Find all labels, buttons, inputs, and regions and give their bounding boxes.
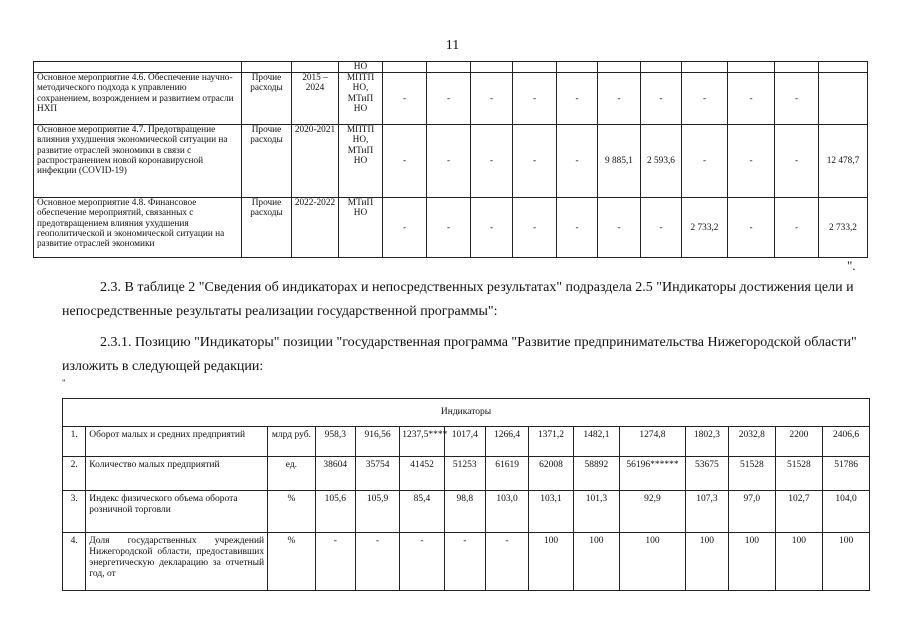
value-cell: 2406,6 xyxy=(823,427,870,457)
value-cell: - xyxy=(641,198,682,258)
period: 2022-2022 xyxy=(292,198,339,258)
value-cell: 2032,8 xyxy=(729,427,776,457)
table-row xyxy=(34,73,868,125)
period: 2015 – 2024 xyxy=(292,73,339,125)
value-cell: 56196****** xyxy=(620,457,686,491)
executor-cell: НО xyxy=(339,62,383,73)
value-cell: 1371,2 xyxy=(529,427,573,457)
value-cell: 62008 xyxy=(529,457,573,491)
value-cell: - xyxy=(557,125,598,198)
expense-type: Прочие расходы xyxy=(242,125,292,198)
value-cell: 12 478,7 xyxy=(819,125,868,198)
value-cell: 85,4 xyxy=(400,491,444,533)
value-cell: 1237,5**** xyxy=(400,427,444,457)
value-cell: - xyxy=(682,73,728,125)
value-cell: 101,3 xyxy=(573,491,620,533)
value-cell: 2 733,2 xyxy=(819,198,868,258)
page-number: 11 xyxy=(445,38,460,53)
table-row xyxy=(63,427,870,457)
unit: % xyxy=(268,491,316,533)
indicators-header: Индикаторы xyxy=(63,399,870,427)
value-cell: 105,6 xyxy=(315,491,355,533)
value-cell: - xyxy=(728,73,775,125)
value-cell: - xyxy=(383,198,427,258)
value-cell: - xyxy=(315,533,355,591)
value-cell: 100 xyxy=(685,533,728,591)
value-cell: - xyxy=(598,198,641,258)
row-number: 4. xyxy=(63,533,86,591)
value-cell: 41452 xyxy=(400,457,444,491)
value-cell: 92,9 xyxy=(620,491,686,533)
indicator-name: Индекс физического объема оборота розничной торговли xyxy=(86,491,268,533)
value-cell: - xyxy=(641,73,682,125)
value-cell: 1017,4 xyxy=(444,427,485,457)
value-cell: 53675 xyxy=(685,457,728,491)
value-cell: 100 xyxy=(823,533,870,591)
table-row xyxy=(63,457,870,491)
value-cell: 1802,3 xyxy=(685,427,728,457)
value-cell: 9 885,1 xyxy=(598,125,641,198)
value-cell: 61619 xyxy=(485,457,528,491)
table-row xyxy=(63,491,870,533)
value-cell: 958,3 xyxy=(315,427,355,457)
measure-description: Основное мероприятие 4.6. Обеспечение научно-методического подхода к управлению сохранением, возрождением и развитием отрасли НХП xyxy=(34,73,242,125)
value-cell: - xyxy=(728,125,775,198)
value-cell: 103,1 xyxy=(529,491,573,533)
measure-description: Основное мероприятие 4.8. Финансовое обеспечение мероприятий, связанных с предотвращением влияния ухудшения геополитической и экономической ситуации на развитие отраслей экономики xyxy=(34,198,242,258)
value-cell: - xyxy=(513,125,557,198)
value-cell: - xyxy=(383,73,427,125)
value-cell: 104,0 xyxy=(823,491,870,533)
value-cell: 35754 xyxy=(355,457,399,491)
value-cell xyxy=(819,73,868,125)
value-cell: 1274,8 xyxy=(620,427,686,457)
expenses-table xyxy=(33,61,868,258)
row-number: 3. xyxy=(63,491,86,533)
value-cell: - xyxy=(513,198,557,258)
value-cell: - xyxy=(427,73,471,125)
value-cell: 51253 xyxy=(444,457,485,491)
value-cell: 103,0 xyxy=(485,491,528,533)
paragraph-2-3: 2.3. В таблице 2 "Сведения об индикаторах и непосредственных результатах" подраздела 2.5 "Индикаторы достижения цели и непосредственные результаты реализации государственной программы": xyxy=(62,280,854,319)
value-cell: 97,0 xyxy=(729,491,776,533)
value-cell: 100 xyxy=(729,533,776,591)
row-number: 1. xyxy=(63,427,86,457)
value-cell: - xyxy=(400,533,444,591)
value-cell: - xyxy=(775,73,819,125)
value-cell: - xyxy=(471,73,513,125)
executor: МПТП НО, МТиП НО xyxy=(339,125,383,198)
table-header-row xyxy=(63,399,870,427)
value-cell: 98,8 xyxy=(444,491,485,533)
unit: % xyxy=(268,533,316,591)
value-cell: - xyxy=(775,125,819,198)
table-row xyxy=(34,198,868,258)
value-cell: 1266,4 xyxy=(485,427,528,457)
value-cell: 100 xyxy=(573,533,620,591)
expense-type: Прочие расходы xyxy=(242,73,292,125)
value-cell: - xyxy=(444,533,485,591)
table-row xyxy=(63,533,870,591)
value-cell: - xyxy=(775,198,819,258)
indicators-table xyxy=(62,398,870,591)
value-cell: 51786 xyxy=(823,457,870,491)
opening-quote: " xyxy=(62,378,66,388)
period: 2020-2021 xyxy=(292,125,339,198)
unit: ед. xyxy=(268,457,316,491)
measure-description: Основное мероприятие 4.7. Предотвращение влияния ухудшения экономической ситуации на развитие отраслей экономики в связи с распространением новой коронавирусной инфекции (COVID-19) xyxy=(34,125,242,198)
value-cell: 38604 xyxy=(315,457,355,491)
paragraph-2-3-1: 2.3.1. Позицию "Индикаторы" позиции "государственная программа "Развитие предпринимательства Нижегородской области" изложить в следующей редакции: xyxy=(62,335,857,374)
value-cell: 2200 xyxy=(775,427,823,457)
value-cell: 1482,1 xyxy=(573,427,620,457)
value-cell: - xyxy=(355,533,399,591)
closing-quote: ". xyxy=(847,258,856,273)
expense-type: Прочие расходы xyxy=(242,198,292,258)
value-cell: 2 733,2 xyxy=(682,198,728,258)
value-cell: - xyxy=(471,198,513,258)
value-cell: - xyxy=(471,125,513,198)
value-cell: 51528 xyxy=(729,457,776,491)
indicator-name: Доля государственных учреждений Нижегородской области, предоставивших энергетическую декларацию за отчетный год, от xyxy=(86,533,268,591)
value-cell: - xyxy=(598,73,641,125)
value-cell: - xyxy=(427,125,471,198)
table-row xyxy=(34,62,868,73)
value-cell: - xyxy=(485,533,528,591)
indicator-name: Количество малых предприятий xyxy=(86,457,268,491)
value-cell: - xyxy=(383,125,427,198)
value-cell: 102,7 xyxy=(775,491,823,533)
value-cell: - xyxy=(682,125,728,198)
executor: МПТП НО, МТиП НО xyxy=(339,73,383,125)
unit: млрд руб. xyxy=(268,427,316,457)
value-cell: - xyxy=(513,73,557,125)
value-cell: 58892 xyxy=(573,457,620,491)
value-cell: - xyxy=(427,198,471,258)
table-row xyxy=(34,125,868,198)
value-cell: 916,56 xyxy=(355,427,399,457)
indicator-name: Оборот малых и средних предприятий xyxy=(86,427,268,457)
row-number: 2. xyxy=(63,457,86,491)
value-cell: 2 593,6 xyxy=(641,125,682,198)
value-cell: 100 xyxy=(620,533,686,591)
value-cell: - xyxy=(557,198,598,258)
value-cell: - xyxy=(728,198,775,258)
value-cell: 107,3 xyxy=(685,491,728,533)
value-cell: 100 xyxy=(775,533,823,591)
value-cell: 105,9 xyxy=(355,491,399,533)
value-cell: - xyxy=(557,73,598,125)
value-cell: 51528 xyxy=(775,457,823,491)
value-cell: 100 xyxy=(529,533,573,591)
executor: МТиП НО xyxy=(339,198,383,258)
